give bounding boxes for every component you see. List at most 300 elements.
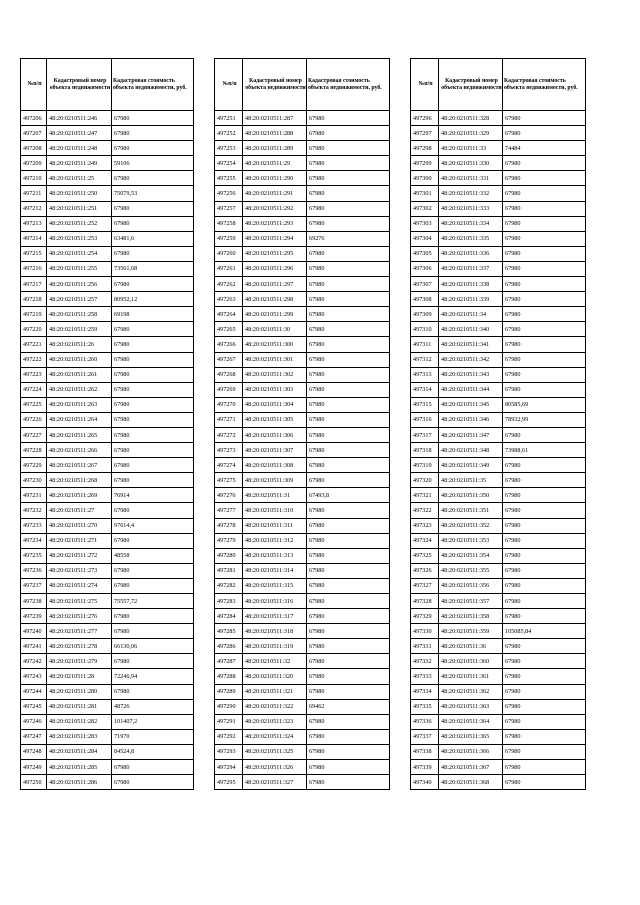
row-number: 497266 — [215, 337, 243, 352]
row-number: 497268 — [215, 367, 243, 382]
cadastral-number: 48:20:0210511:358 — [439, 609, 503, 624]
header-cadastral: Кадастровый номер объекта недвижимости — [47, 59, 112, 111]
table-row — [21, 216, 194, 231]
cadastral-value: 67980 — [307, 156, 390, 171]
cadastral-value: 67980 — [112, 382, 194, 397]
table-row — [411, 201, 586, 216]
cadastral-value: 67980 — [503, 156, 586, 171]
cadastral-number: 48:20:0210511:298 — [243, 292, 307, 307]
cadastral-value: 67980 — [503, 246, 586, 261]
cadastral-number: 48:20:0210511:359 — [439, 624, 503, 639]
row-number: 497298 — [411, 141, 439, 156]
table-row — [411, 246, 586, 261]
table-row — [411, 458, 586, 473]
table-row — [21, 563, 194, 578]
table-row — [215, 609, 390, 624]
table-row — [21, 488, 194, 503]
row-number: 497328 — [411, 594, 439, 609]
cadastral-value: 67980 — [307, 533, 390, 548]
cadastral-number: 48:20:0210511:347 — [439, 427, 503, 442]
table-row — [215, 216, 390, 231]
cadastral-value: 67980 — [307, 427, 390, 442]
row-number: 497317 — [411, 427, 439, 442]
table-row — [21, 322, 194, 337]
cadastral-value: 67980 — [112, 443, 194, 458]
row-number: 497254 — [215, 156, 243, 171]
table-row — [411, 639, 586, 654]
row-number: 497255 — [215, 171, 243, 186]
row-number: 497218 — [21, 292, 47, 307]
table-header — [215, 59, 390, 111]
cadastral-number: 48:20:0210511:269 — [47, 488, 112, 503]
cadastral-number: 48:20:0210511:278 — [47, 639, 112, 654]
row-number: 497273 — [215, 443, 243, 458]
cadastral-number: 48:20:0210511:308 — [243, 458, 307, 473]
cadastral-number: 48:20:0210511:312 — [243, 533, 307, 548]
table-row — [215, 307, 390, 322]
cadastral-value: 69198 — [112, 307, 194, 322]
cadastral-number: 48:20:0210511:252 — [47, 216, 112, 231]
cadastral-value: 67980 — [112, 473, 194, 488]
table-row — [21, 337, 194, 352]
row-number: 497260 — [215, 246, 243, 261]
row-number: 497291 — [215, 714, 243, 729]
table-row — [21, 729, 194, 744]
cadastral-value: 67980 — [503, 714, 586, 729]
cadastral-number: 48:20:0210511:366 — [439, 744, 503, 759]
cadastral-value: 67980 — [503, 277, 586, 292]
table-row — [21, 609, 194, 624]
cadastral-value: 67980 — [112, 111, 194, 126]
table-row — [411, 775, 586, 790]
table-row — [21, 654, 194, 669]
table-row — [411, 322, 586, 337]
table-row — [215, 669, 390, 684]
row-number: 497288 — [215, 669, 243, 684]
row-number: 497228 — [21, 443, 47, 458]
table-row — [411, 292, 586, 307]
cadastral-number: 48:20:0210511:294 — [243, 231, 307, 246]
cadastral-value: 67980 — [112, 337, 194, 352]
table-row — [21, 412, 194, 427]
cadastral-number: 48:20:0210511:254 — [47, 246, 112, 261]
cadastral-number: 48:20:0210511:271 — [47, 533, 112, 548]
row-number: 497226 — [21, 412, 47, 427]
row-number: 497241 — [21, 639, 47, 654]
table-row — [411, 699, 586, 714]
table-row — [215, 654, 390, 669]
row-number: 497261 — [215, 261, 243, 276]
table-row — [21, 171, 194, 186]
table-row — [411, 352, 586, 367]
cadastral-value: 67980 — [307, 775, 390, 790]
row-number: 497212 — [21, 201, 47, 216]
table-row — [411, 760, 586, 775]
row-number: 497280 — [215, 548, 243, 563]
cadastral-value: 67980 — [503, 126, 586, 141]
cadastral-number: 48:20:0210511:292 — [243, 201, 307, 216]
cadastral-number: 48:20:0210511:350 — [439, 488, 503, 503]
table-row — [215, 186, 390, 201]
table-row — [21, 518, 194, 533]
cadastral-value: 67980 — [307, 594, 390, 609]
cadastral-value: 67980 — [307, 382, 390, 397]
row-number: 497245 — [21, 699, 47, 714]
table-row — [215, 141, 390, 156]
row-number: 497329 — [411, 609, 439, 624]
cadastral-value: 67980 — [112, 216, 194, 231]
cadastral-value: 67980 — [503, 744, 586, 759]
table-row — [21, 427, 194, 442]
cadastral-value: 67980 — [112, 126, 194, 141]
row-number: 497334 — [411, 684, 439, 699]
cadastral-number: 48:20:0210511:334 — [439, 216, 503, 231]
cadastral-value: 67980 — [307, 352, 390, 367]
table-row — [21, 760, 194, 775]
row-number: 497278 — [215, 518, 243, 533]
row-number: 497249 — [21, 760, 47, 775]
cadastral-value: 67980 — [307, 714, 390, 729]
cadastral-value: 67980 — [112, 171, 194, 186]
cadastral-value: 67980 — [307, 337, 390, 352]
cadastral-value: 80585,69 — [503, 397, 586, 412]
cadastral-number: 48:20:0210511:321 — [243, 684, 307, 699]
cadastral-value: 101407,2 — [112, 714, 194, 729]
row-number: 497283 — [215, 594, 243, 609]
cadastral-number: 48:20:0210511:319 — [243, 639, 307, 654]
cadastral-number: 48:20:0210511:328 — [439, 111, 503, 126]
cadastral-number: 48:20:0210511:276 — [47, 609, 112, 624]
cadastral-number: 48:20:0210511:300 — [243, 337, 307, 352]
cadastral-number: 48:20:0210511:351 — [439, 503, 503, 518]
table-row — [411, 367, 586, 382]
table-row — [215, 292, 390, 307]
cadastral-number: 48:20:0210511:349 — [439, 458, 503, 473]
cadastral-number: 48:20:0210511:34 — [439, 307, 503, 322]
cadastral-number: 48:20:0210511:30 — [243, 322, 307, 337]
cadastral-number: 48:20:0210511:31 — [243, 488, 307, 503]
table-row — [21, 397, 194, 412]
row-number: 497251 — [215, 111, 243, 126]
row-number: 497307 — [411, 277, 439, 292]
cadastral-value: 67980 — [307, 307, 390, 322]
table-row — [21, 367, 194, 382]
row-number: 497339 — [411, 760, 439, 775]
table-row — [21, 277, 194, 292]
row-number: 497281 — [215, 563, 243, 578]
table-row — [21, 292, 194, 307]
cadastral-value: 67980 — [112, 684, 194, 699]
cadastral-value: 67980 — [307, 473, 390, 488]
row-number: 497250 — [21, 775, 47, 790]
cadastral-value: 67980 — [307, 518, 390, 533]
cadastral-value: 69276 — [307, 231, 390, 246]
cadastral-value: 67980 — [307, 744, 390, 759]
table-row — [411, 231, 586, 246]
row-number: 497275 — [215, 473, 243, 488]
table-row — [411, 412, 586, 427]
cadastral-table-3 — [410, 58, 586, 790]
cadastral-number: 48:20:0210511:344 — [439, 382, 503, 397]
cadastral-value: 67980 — [503, 684, 586, 699]
row-number: 497277 — [215, 503, 243, 518]
cadastral-value: 67980 — [307, 126, 390, 141]
table-header — [411, 59, 586, 111]
cadastral-value: 67980 — [503, 518, 586, 533]
cadastral-number: 48:20:0210511:277 — [47, 624, 112, 639]
table-row — [411, 594, 586, 609]
table-row — [215, 246, 390, 261]
cadastral-value: 67980 — [307, 397, 390, 412]
table-row — [411, 307, 586, 322]
cadastral-value: 67980 — [307, 503, 390, 518]
table-row — [21, 382, 194, 397]
cadastral-value: 67980 — [112, 503, 194, 518]
cadastral-value: 69462 — [307, 699, 390, 714]
cadastral-number: 48:20:0210511:316 — [243, 594, 307, 609]
table-row — [411, 126, 586, 141]
table-row — [215, 714, 390, 729]
cadastral-value: 67980 — [112, 427, 194, 442]
header-value: Кадастровая стоимость объекта недвижимости, руб. — [503, 59, 586, 111]
cadastral-value: 67980 — [307, 246, 390, 261]
cadastral-number: 48:20:0210511:32 — [243, 654, 307, 669]
table-row — [411, 714, 586, 729]
cadastral-number: 48:20:0210511:260 — [47, 352, 112, 367]
cadastral-number: 48:20:0210511:355 — [439, 563, 503, 578]
row-number: 497324 — [411, 533, 439, 548]
table-row — [411, 654, 586, 669]
row-number: 497213 — [21, 216, 47, 231]
cadastral-value: 48558 — [112, 548, 194, 563]
cadastral-value: 67980 — [112, 246, 194, 261]
cadastral-number: 48:20:0210511:265 — [47, 427, 112, 442]
cadastral-value: 67980 — [307, 277, 390, 292]
table-row — [21, 714, 194, 729]
table-row — [411, 684, 586, 699]
cadastral-number: 48:20:0210511:304 — [243, 397, 307, 412]
cadastral-value: 67980 — [503, 503, 586, 518]
cadastral-value: 67980 — [503, 578, 586, 593]
row-number: 497327 — [411, 578, 439, 593]
cadastral-number: 48:20:0210511:348 — [439, 443, 503, 458]
cadastral-value: 67980 — [307, 563, 390, 578]
cadastral-number: 48:20:0210511:325 — [243, 744, 307, 759]
cadastral-number: 48:20:0210511:322 — [243, 699, 307, 714]
table-row — [21, 458, 194, 473]
cadastral-number: 48:20:0210511:311 — [243, 518, 307, 533]
table-row — [215, 352, 390, 367]
row-number: 497248 — [21, 744, 47, 759]
row-number: 497289 — [215, 684, 243, 699]
cadastral-value: 67980 — [307, 760, 390, 775]
row-number: 497304 — [411, 231, 439, 246]
cadastral-number: 48:20:0210511:335 — [439, 231, 503, 246]
cadastral-value: 67980 — [503, 322, 586, 337]
row-number: 497253 — [215, 141, 243, 156]
cadastral-number: 48:20:0210511:324 — [243, 729, 307, 744]
row-number: 497222 — [21, 352, 47, 367]
row-number: 497233 — [21, 518, 47, 533]
cadastral-number: 48:20:0210511:284 — [47, 744, 112, 759]
table-row — [215, 412, 390, 427]
cadastral-number: 48:20:0210511:251 — [47, 201, 112, 216]
cadastral-number: 48:20:0210511:296 — [243, 261, 307, 276]
table-row — [215, 231, 390, 246]
table-row — [215, 171, 390, 186]
cadastral-value: 73988,61 — [503, 443, 586, 458]
cadastral-value: 67980 — [503, 533, 586, 548]
cadastral-number: 48:20:0210511:275 — [47, 594, 112, 609]
row-number: 497330 — [411, 624, 439, 639]
table-row — [411, 744, 586, 759]
cadastral-value: 67980 — [307, 669, 390, 684]
cadastral-value: 67980 — [503, 488, 586, 503]
cadastral-number: 48:20:0210511:257 — [47, 292, 112, 307]
table-row — [215, 760, 390, 775]
table-row — [411, 503, 586, 518]
row-number: 497332 — [411, 654, 439, 669]
cadastral-number: 48:20:0210511:313 — [243, 548, 307, 563]
cadastral-value: 67980 — [503, 548, 586, 563]
cadastral-table-2 — [214, 58, 390, 790]
row-number: 497210 — [21, 171, 47, 186]
cadastral-number: 48:20:0210511:255 — [47, 261, 112, 276]
cadastral-number: 48:20:0210511:317 — [243, 609, 307, 624]
cadastral-number: 48:20:0210511:293 — [243, 216, 307, 231]
row-number: 497209 — [21, 156, 47, 171]
cadastral-number: 48:20:0210511:339 — [439, 292, 503, 307]
cadastral-value: 63481,6 — [112, 231, 194, 246]
cadastral-number: 48:20:0210511:320 — [243, 669, 307, 684]
cadastral-value: 67980 — [503, 654, 586, 669]
cadastral-number: 48:20:0210511:306 — [243, 427, 307, 442]
cadastral-number: 48:20:0210511:258 — [47, 307, 112, 322]
row-number: 497229 — [21, 458, 47, 473]
row-number: 497299 — [411, 156, 439, 171]
row-number: 497206 — [21, 111, 47, 126]
cadastral-value: 67980 — [503, 292, 586, 307]
cadastral-number: 48:20:0210511:314 — [243, 563, 307, 578]
cadastral-value: 67980 — [307, 216, 390, 231]
row-number: 497326 — [411, 563, 439, 578]
cadastral-value: 67980 — [112, 775, 194, 790]
cadastral-number: 48:20:0210511:363 — [439, 699, 503, 714]
cadastral-number: 48:20:0210511:318 — [243, 624, 307, 639]
table-row — [21, 699, 194, 714]
row-number: 497217 — [21, 277, 47, 292]
row-number: 497223 — [21, 367, 47, 382]
table-row — [411, 533, 586, 548]
table-row — [215, 729, 390, 744]
cadastral-number: 48:20:0210511:262 — [47, 382, 112, 397]
table-row — [411, 277, 586, 292]
table-row — [21, 246, 194, 261]
cadastral-number: 48:20:0210511:315 — [243, 578, 307, 593]
row-number: 497215 — [21, 246, 47, 261]
cadastral-number: 48:20:0210511:303 — [243, 382, 307, 397]
cadastral-value: 67980 — [307, 443, 390, 458]
cadastral-value: 67980 — [503, 261, 586, 276]
row-number: 497232 — [21, 503, 47, 518]
cadastral-value: 67980 — [112, 609, 194, 624]
row-number: 497305 — [411, 246, 439, 261]
row-number: 497337 — [411, 729, 439, 744]
header-num: №п/п — [215, 59, 243, 111]
cadastral-value: 105085,84 — [503, 624, 586, 639]
cadastral-number: 48:20:0210511:362 — [439, 684, 503, 699]
cadastral-value: 67980 — [503, 171, 586, 186]
row-number: 497234 — [21, 533, 47, 548]
cadastral-value: 67980 — [503, 216, 586, 231]
cadastral-number: 48:20:0210511:345 — [439, 397, 503, 412]
table-row — [411, 669, 586, 684]
row-number: 497262 — [215, 277, 243, 292]
cadastral-number: 48:20:0210511:357 — [439, 594, 503, 609]
row-number: 497227 — [21, 427, 47, 442]
table-row — [215, 111, 390, 126]
row-number: 497314 — [411, 382, 439, 397]
table-row — [411, 141, 586, 156]
cadastral-value: 71970 — [112, 729, 194, 744]
table-row — [411, 171, 586, 186]
cadastral-number: 48:20:0210511:266 — [47, 443, 112, 458]
cadastral-number: 48:20:0210511:246 — [47, 111, 112, 126]
table-row — [215, 503, 390, 518]
cadastral-number: 48:20:0210511:27 — [47, 503, 112, 518]
cadastral-number: 48:20:0210511:250 — [47, 186, 112, 201]
table-row — [215, 624, 390, 639]
cadastral-number: 48:20:0210511:36 — [439, 639, 503, 654]
cadastral-value: 67980 — [112, 624, 194, 639]
table-row — [21, 669, 194, 684]
cadastral-number: 48:20:0210511:338 — [439, 277, 503, 292]
cadastral-value: 67980 — [307, 639, 390, 654]
cadastral-value: 75557,72 — [112, 594, 194, 609]
row-number: 497284 — [215, 609, 243, 624]
cadastral-number: 48:20:0210511:247 — [47, 126, 112, 141]
cadastral-number: 48:20:0210511:256 — [47, 277, 112, 292]
cadastral-value: 67980 — [503, 609, 586, 624]
row-number: 497243 — [21, 669, 47, 684]
cadastral-value: 67980 — [503, 111, 586, 126]
row-number: 497286 — [215, 639, 243, 654]
cadastral-number: 48:20:0210511:249 — [47, 156, 112, 171]
cadastral-number: 48:20:0210511:25 — [47, 171, 112, 186]
row-number: 497301 — [411, 186, 439, 201]
cadastral-number: 48:20:0210511:333 — [439, 201, 503, 216]
cadastral-value: 67980 — [503, 760, 586, 775]
cadastral-number: 48:20:0210511:29 — [243, 156, 307, 171]
row-number: 497297 — [411, 126, 439, 141]
row-number: 497236 — [21, 563, 47, 578]
cadastral-number: 48:20:0210511:283 — [47, 729, 112, 744]
table-row — [21, 443, 194, 458]
row-number: 497252 — [215, 126, 243, 141]
cadastral-number: 48:20:0210511:270 — [47, 518, 112, 533]
row-number: 497293 — [215, 744, 243, 759]
row-number: 497322 — [411, 503, 439, 518]
cadastral-value: 67980 — [112, 458, 194, 473]
cadastral-value: 67980 — [112, 201, 194, 216]
table-row — [21, 186, 194, 201]
row-number: 497258 — [215, 216, 243, 231]
table-row — [411, 609, 586, 624]
cadastral-number: 48:20:0210511:279 — [47, 654, 112, 669]
row-number: 497208 — [21, 141, 47, 156]
table-row — [215, 488, 390, 503]
cadastral-table-1 — [20, 58, 194, 790]
